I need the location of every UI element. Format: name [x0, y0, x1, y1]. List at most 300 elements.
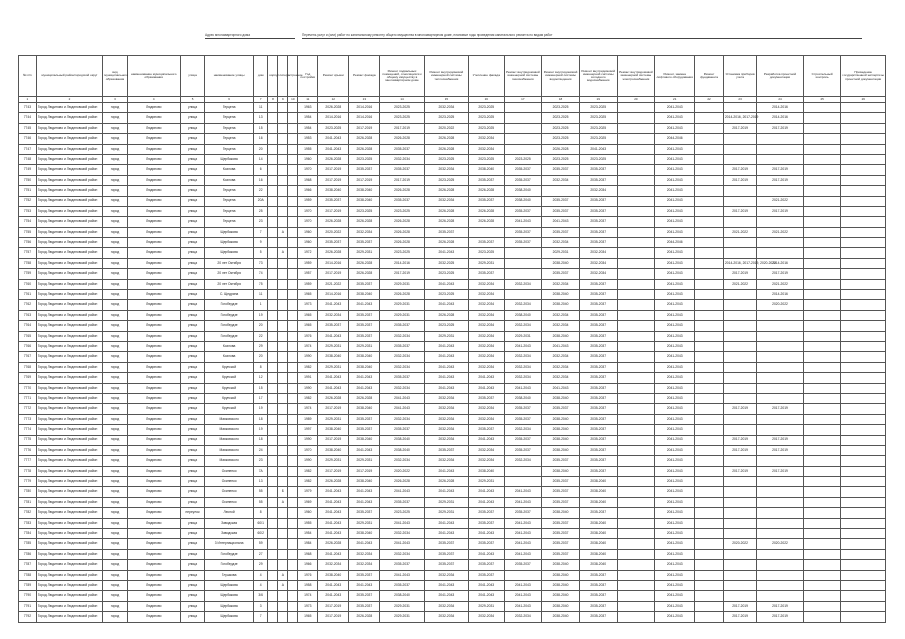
table-cell — [841, 310, 886, 320]
table-cell: 7 — [254, 612, 268, 622]
table-cell: город — [103, 529, 127, 539]
table-cell: 2014-2016 — [757, 113, 804, 123]
table-cell: 2032-2034 — [424, 103, 468, 113]
table-cell: 7750 — [19, 175, 37, 185]
table-cell: 2038-2040 — [542, 591, 580, 601]
table-cell — [288, 456, 298, 466]
table-cell — [841, 477, 886, 487]
table-cell: 2041-2043 — [349, 580, 380, 590]
table-cell: 2023-2025 — [380, 508, 424, 518]
table-row — [19, 290, 886, 300]
table-cell — [617, 310, 655, 320]
table-cell — [288, 539, 298, 549]
table-cell: город — [103, 113, 127, 123]
table-cell: 2035-2037 — [579, 310, 617, 320]
table-cell: 2021-2022 — [757, 227, 804, 237]
table-cell: 1972 — [298, 248, 318, 258]
table-cell — [723, 331, 756, 341]
table-cell: 2035-2037 — [579, 321, 617, 331]
table-cell — [841, 591, 886, 601]
table-cell: 2035-2037 — [542, 518, 580, 528]
table-cell — [803, 487, 841, 497]
table-cell: 7759 — [19, 269, 37, 279]
table-cell — [268, 258, 278, 268]
table-cell: 2032-2034 — [424, 393, 468, 403]
table-cell — [617, 414, 655, 424]
table-cell — [268, 456, 278, 466]
table-row — [19, 362, 886, 372]
column-header: Ремонт внутридомовой инженерной системы электроснабжения — [617, 56, 655, 97]
table-cell: улица — [180, 206, 204, 216]
table-cell — [757, 414, 804, 424]
table-cell — [723, 248, 756, 258]
table-cell — [723, 487, 756, 497]
table-cell — [504, 466, 542, 476]
table-cell: город — [103, 549, 127, 559]
table-row — [19, 310, 886, 320]
table-cell: улица — [180, 362, 204, 372]
table-cell — [841, 466, 886, 476]
table-cell: 2021-2022 — [723, 227, 756, 237]
table-cell: 2035-2037 — [579, 341, 617, 351]
table-cell: 2041-2043 — [318, 144, 349, 154]
table-cell: 2023-2025 — [380, 248, 424, 258]
table-cell — [723, 425, 756, 435]
table-cell: 19 — [254, 425, 268, 435]
table-cell: 2017-2019 — [723, 445, 756, 455]
table-cell: улица — [180, 445, 204, 455]
table-cell: 2041-2043 — [655, 373, 695, 383]
table-cell — [803, 414, 841, 424]
table-cell: 2041-2043 — [655, 310, 695, 320]
table-cell: Город Людиново и Людиновский район — [36, 300, 103, 310]
table-cell: 2026-2028 — [349, 393, 380, 403]
table-cell — [542, 186, 580, 196]
table-row — [19, 352, 886, 362]
table-cell — [288, 612, 298, 622]
table-cell: 2041-2043 — [579, 144, 617, 154]
table-cell — [268, 362, 278, 372]
table-cell: 1976 — [298, 570, 318, 580]
table-cell: 19 — [254, 310, 268, 320]
table-cell: Осипенко — [205, 497, 254, 507]
table-cell — [803, 186, 841, 196]
table-cell — [757, 341, 804, 351]
table-cell — [617, 445, 655, 455]
table-header-row — [19, 56, 886, 97]
table-cell: город — [103, 217, 127, 227]
table-cell: 55 — [254, 487, 268, 497]
column-number: 8 — [268, 97, 278, 103]
table-cell — [504, 477, 542, 487]
table-cell: город — [103, 456, 127, 466]
table-cell: 2038-2040 — [542, 560, 580, 570]
table-cell: 2041-2043 — [655, 362, 695, 372]
table-cell: 2041-2043 — [349, 539, 380, 549]
table-cell — [723, 580, 756, 590]
table-cell: город — [103, 373, 127, 383]
table-cell: Город Людиново и Людиновский район — [36, 352, 103, 362]
table-cell — [268, 373, 278, 383]
column-number: 16 — [469, 97, 504, 103]
table-cell: 2035-2037 — [579, 466, 617, 476]
table-cell: улица — [180, 175, 204, 185]
table-cell — [723, 103, 756, 113]
table-cell — [695, 393, 724, 403]
table-cell — [268, 580, 278, 590]
column-number: 22 — [695, 97, 724, 103]
table-cell — [278, 612, 288, 622]
table-cell: 2041-2043 — [504, 580, 542, 590]
table-cell — [268, 393, 278, 403]
table-cell: улица — [180, 435, 204, 445]
table-cell: 7747 — [19, 144, 37, 154]
table-cell — [757, 373, 804, 383]
table-cell: 2032-2034 — [424, 601, 468, 611]
table-cell — [278, 560, 288, 570]
table-cell — [288, 580, 298, 590]
table-cell: 2017-2019 — [318, 175, 349, 185]
table-cell: 2032-2034 — [318, 310, 349, 320]
table-cell: 7А — [254, 466, 268, 476]
table-cell: 2017-2019 — [723, 269, 756, 279]
column-header: вид муниципального образования — [103, 56, 127, 97]
table-cell: 2026-2028 — [424, 238, 468, 248]
table-cell — [695, 165, 724, 175]
table-cell — [617, 529, 655, 539]
table-cell: 2023-2025 — [318, 123, 349, 133]
table-cell: город — [103, 123, 127, 133]
table-cell: 1965 — [298, 310, 318, 320]
table-cell: Герцена — [205, 123, 254, 133]
table-cell: 2017-2019 — [757, 466, 804, 476]
table-cell: 2029-2031 — [318, 414, 349, 424]
table-cell: Город Людиново и Людиновский район — [36, 580, 103, 590]
table-cell: 1970 — [298, 165, 318, 175]
table-cell — [278, 466, 288, 476]
table-cell: 2041-2043 — [380, 393, 424, 403]
table-cell: А — [278, 497, 288, 507]
table-cell — [757, 331, 804, 341]
table-cell: 2035-2037 — [542, 196, 580, 206]
table-cell: Герцена — [205, 134, 254, 144]
table-cell — [278, 103, 288, 113]
table-cell: 2044-2046 — [655, 134, 695, 144]
table-cell: 2032-2034 — [380, 414, 424, 424]
table-cell — [617, 238, 655, 248]
table-cell: 2035-2037 — [542, 539, 580, 549]
table-cell: 2032-2034 — [469, 612, 504, 622]
table-cell: 2035-2037 — [504, 175, 542, 185]
table-cell: 2041-2043 — [349, 300, 380, 310]
table-cell — [278, 113, 288, 123]
table-cell: Людиново — [127, 165, 180, 175]
table-cell — [695, 456, 724, 466]
table-cell — [803, 144, 841, 154]
table-cell: 1990 — [298, 456, 318, 466]
table-cell: 1959 — [298, 279, 318, 289]
table-cell: 2035-2037 — [579, 175, 617, 185]
table-cell: 2032-2034 — [349, 549, 380, 559]
table-cell — [803, 290, 841, 300]
table-cell: 1960 — [298, 154, 318, 164]
table-cell: Людиново — [127, 601, 180, 611]
table-cell: 2017-2019 — [349, 175, 380, 185]
table-cell: 2041-2043 — [380, 518, 424, 528]
table-cell — [288, 227, 298, 237]
table-cell: 74 — [254, 269, 268, 279]
table-cell — [288, 331, 298, 341]
table-cell: 60/2 — [254, 529, 268, 539]
table-cell — [617, 549, 655, 559]
table-cell: 2026-2028 — [380, 477, 424, 487]
table-cell: Город Людиново и Людиновский район — [36, 383, 103, 393]
table-cell: 2026-2028 — [424, 206, 468, 216]
table-cell — [268, 497, 278, 507]
table-cell — [268, 508, 278, 518]
table-cell: 2041-2043 — [469, 435, 504, 445]
table-cell: Щербакова — [205, 248, 254, 258]
table-cell — [288, 508, 298, 518]
table-cell: 1966 — [298, 560, 318, 570]
table-cell: 2041-2043 — [655, 248, 695, 258]
table-cell: Людиново — [127, 612, 180, 622]
table-cell: улица — [180, 290, 204, 300]
table-cell: 1953 — [298, 134, 318, 144]
table-cell — [617, 362, 655, 372]
table-cell — [723, 591, 756, 601]
table-cell — [288, 414, 298, 424]
table-cell: 2035-2037 — [579, 445, 617, 455]
table-cell: 7745 — [19, 123, 37, 133]
table-cell — [757, 248, 804, 258]
table-cell: 2017-2019 — [757, 123, 804, 133]
table-cell: 2035-2037 — [318, 321, 349, 331]
table-cell: 7785 — [19, 539, 37, 549]
table-cell: 2023-2025 — [542, 123, 580, 133]
table-cell — [617, 601, 655, 611]
table-cell: 1955 — [298, 518, 318, 528]
table-cell: 2023-2025 — [579, 113, 617, 123]
table-cell — [268, 165, 278, 175]
table-cell: 2035-2037 — [542, 497, 580, 507]
table-cell: 2038-2040 — [469, 466, 504, 476]
table-cell: 2041-2043 — [349, 487, 380, 497]
table-cell: С. Щедрина — [205, 290, 254, 300]
table-cell — [504, 103, 542, 113]
table-cell — [278, 591, 288, 601]
table-cell — [288, 113, 298, 123]
table-cell: 2041-2043 — [655, 591, 695, 601]
table-cell: 1970 — [298, 445, 318, 455]
table-cell — [278, 217, 288, 227]
table-cell — [504, 258, 542, 268]
table-cell: 2038-2040 — [504, 310, 542, 320]
table-cell: 2035-2037 — [542, 529, 580, 539]
table-cell — [617, 560, 655, 570]
table-cell: 2023-2025 — [579, 134, 617, 144]
table-cell: 2026-2028 — [424, 217, 468, 227]
table-cell: 2017-2019 — [349, 466, 380, 476]
table-cell: улица — [180, 383, 204, 393]
table-cell: 2035-2037 — [504, 238, 542, 248]
table-cell — [803, 331, 841, 341]
table-cell: 2032-2034 — [504, 362, 542, 372]
table-cell — [803, 456, 841, 466]
table-cell: 2038-2040 — [542, 570, 580, 580]
table-cell: Город Людиново и Людиновский район — [36, 549, 103, 559]
table-cell — [617, 497, 655, 507]
table-cell: 1957 — [298, 269, 318, 279]
table-cell: 2041-2043 — [424, 466, 468, 476]
table-cell: 2038-2040 — [542, 425, 580, 435]
table-row — [19, 580, 886, 590]
table-cell — [841, 186, 886, 196]
table-cell: 2038-2040 — [380, 435, 424, 445]
table-cell: 2038-2040 — [504, 196, 542, 206]
table-cell: 2035-2037 — [469, 570, 504, 580]
table-cell — [268, 331, 278, 341]
table-cell: 2038-2040 — [349, 186, 380, 196]
table-cell: 2041-2043 — [655, 508, 695, 518]
table-cell: 2032-2034 — [349, 560, 380, 570]
table-cell — [803, 591, 841, 601]
table-cell: 2038-2040 — [579, 560, 617, 570]
table-cell: Город Людиново и Людиновский район — [36, 466, 103, 476]
table-cell: 1968 — [298, 175, 318, 185]
table-cell — [723, 560, 756, 570]
table-cell — [288, 300, 298, 310]
table-cell — [841, 123, 886, 133]
table-row — [19, 393, 886, 403]
table-cell: 2041-2043 — [349, 497, 380, 507]
table-cell: 7776 — [19, 445, 37, 455]
table-cell — [268, 279, 278, 289]
table-cell — [278, 539, 288, 549]
table-cell: 2023-2025 — [579, 154, 617, 164]
table-cell — [288, 103, 298, 113]
table-cell: Город Людиново и Людиновский район — [36, 290, 103, 300]
table-cell — [723, 352, 756, 362]
table-cell: город — [103, 227, 127, 237]
column-number: 11 — [298, 97, 318, 103]
table-cell: 2032-2034 — [318, 560, 349, 570]
table-cell — [268, 217, 278, 227]
table-cell: 2035-2037 — [579, 300, 617, 310]
table-cell: Город Людиново и Людиновский район — [36, 310, 103, 320]
table-cell — [288, 529, 298, 539]
table-cell: Людиново — [127, 238, 180, 248]
table-cell — [803, 435, 841, 445]
table-cell: улица — [180, 269, 204, 279]
table-cell: 2032-2034 — [504, 300, 542, 310]
table-cell — [757, 580, 804, 590]
table-cell — [278, 549, 288, 559]
table-row — [19, 206, 886, 216]
table-cell: город — [103, 300, 127, 310]
table-row — [19, 456, 886, 466]
table-cell: 2035-2037 — [579, 435, 617, 445]
table-cell — [278, 165, 288, 175]
table-cell — [723, 341, 756, 351]
table-cell — [278, 310, 288, 320]
table-cell: Людиново — [127, 404, 180, 414]
table-cell — [803, 362, 841, 372]
table-cell: улица — [180, 456, 204, 466]
table-cell: 2038-2040 — [349, 290, 380, 300]
table-cell — [695, 331, 724, 341]
table-cell: 2032-2034 — [542, 373, 580, 383]
table-cell — [288, 570, 298, 580]
table-cell: 2038-2040 — [318, 352, 349, 362]
table-row — [19, 238, 886, 248]
table-cell: 2032-2034 — [542, 362, 580, 372]
table-cell: 2038-2040 — [542, 393, 580, 403]
table-cell: 20 лет Октября — [205, 258, 254, 268]
table-cell: 29 — [254, 560, 268, 570]
table-cell: 2035-2037 — [469, 175, 504, 185]
table-cell: Маяковского — [205, 435, 254, 445]
table-cell: Щербакова — [205, 601, 254, 611]
table-cell: Город Людиново и Людиновский район — [36, 425, 103, 435]
table-cell: 2038-2040 — [469, 165, 504, 175]
table-cell — [803, 508, 841, 518]
table-cell: 2035-2037 — [579, 580, 617, 590]
table-cell: 2035-2037 — [424, 539, 468, 549]
table-cell: 2017-2019 — [380, 269, 424, 279]
table-cell: 2023-2025 — [542, 103, 580, 113]
table-cell: 2017-2019 — [723, 601, 756, 611]
table-cell — [723, 508, 756, 518]
table-cell: 2041-2043 — [318, 580, 349, 590]
column-number: 26 — [841, 97, 886, 103]
table-cell — [841, 331, 886, 341]
table-cell: 2038-2040 — [542, 580, 580, 590]
table-cell: 2029-2031 — [318, 341, 349, 351]
table-cell: 2023-2025 — [504, 154, 542, 164]
table-cell: 2041-2043 — [655, 497, 695, 507]
table-cell: 2017-2019 — [757, 269, 804, 279]
table-cell: улица — [180, 103, 204, 113]
table-cell: 2041-2043 — [424, 352, 468, 362]
table-cell — [757, 310, 804, 320]
table-cell: 2041-2043 — [424, 580, 468, 590]
table-cell: 1966 — [298, 186, 318, 196]
table-cell: Осипенко — [205, 466, 254, 476]
table-cell: Город Людиново и Людиновский район — [36, 560, 103, 570]
table-cell: 2041-2043 — [318, 508, 349, 518]
table-cell: 7778 — [19, 466, 37, 476]
table-cell: город — [103, 154, 127, 164]
table-cell: 2017-2019 — [318, 404, 349, 414]
table-cell — [268, 300, 278, 310]
table-cell: 2041-2043 — [504, 529, 542, 539]
table-cell: 5 — [254, 248, 268, 258]
table-cell: 2038-2040 — [579, 477, 617, 487]
table-cell — [803, 269, 841, 279]
table-cell: 2038-2040 — [542, 300, 580, 310]
table-cell — [268, 414, 278, 424]
table-cell — [757, 217, 804, 227]
table-cell — [617, 518, 655, 528]
table-cell: Город Людиново и Людиновский район — [36, 134, 103, 144]
table-cell: А — [278, 227, 288, 237]
table-cell — [288, 393, 298, 403]
table-cell: 2041-2043 — [318, 331, 349, 341]
table-cell — [757, 425, 804, 435]
table-cell: 3 Интернационала — [205, 539, 254, 549]
table-cell — [757, 518, 804, 528]
